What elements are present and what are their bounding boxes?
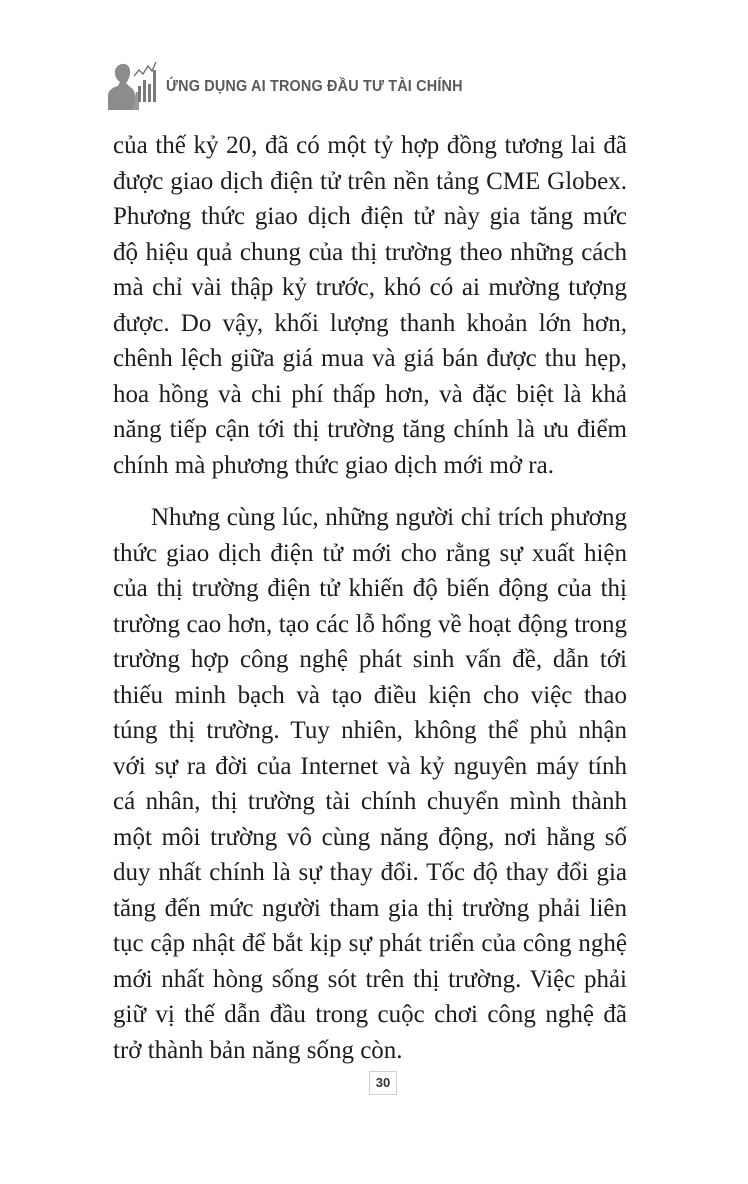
text-line: duy nhất chính là sự thay đổi. Tốc độ thay đổi gia [113,859,627,886]
text-line: được giao dịch điện tử trên nền tảng CME Globex. [113,167,627,195]
text-line: năng tiếp cận tới thị trường tăng chính là ưu điểm [113,416,627,443]
text-line: của thị trường điện tử khiến độ biến động của thị [113,575,627,602]
text-line: trở thành bản năng sống còn. [113,1036,403,1064]
text-line: tăng đến mức người tham gia thị trường phải liên [113,894,627,922]
text-line: chính mà phương thức giao dịch mới mở ra. [113,451,554,479]
text-line: một môi trường vô cùng năng động, nơi hằng số [113,823,627,851]
text-line: Nhưng cùng lúc, những người chỉ trích phương [151,504,627,531]
body-text [113,128,627,1068]
text-line: với sự ra đời của Internet và kỷ nguyên máy tính [113,752,627,780]
text-line: của thế kỷ 20, đã có một tỷ hợp đồng tương lai đã [113,132,627,159]
person-with-chart-icon [106,58,160,110]
text-line: trường hợp công nghệ phát sinh vấn đề, dẫn tới [113,646,627,673]
page-number: 30 [369,1071,397,1095]
paragraph-gap [113,483,627,500]
text-line: thức giao dịch điện tử mới cho rằng sự xuất hiện [113,539,627,567]
text-line: mà chỉ vài thập kỷ trước, khó có ai mường tượng [113,274,627,301]
text-line: mới nhất hòng sống sót trên thị trường. Việc phải [113,965,627,993]
text-line: túng thị trường. Tuy nhiên, không thể phủ nhận [113,717,627,744]
text-line: độ hiệu quả chung của thị trường theo những cách [113,238,627,266]
text-line: hoa hồng và chi phí thấp hơn, và đặc biệt là khả [113,380,627,408]
paragraph [113,128,627,483]
text-line: thiếu minh bạch và tạo điều kiện cho việc thao [113,681,627,709]
text-line: được. Do vậy, khối lượng thanh khoản lớn hơn, [113,309,627,337]
text-line: cá nhân, thị trường tài chính chuyển mình thành [113,788,627,815]
text-line: chênh lệch giữa giá mua và giá bán được thu hẹp, [113,345,627,372]
text-line: trường cao hơn, tạo các lỗ hổng về hoạt động trong [113,610,627,638]
book-title: ỨNG DỤNG AI TRONG ĐẦU TƯ TÀI CHÍNH [166,78,463,95]
paragraph [113,500,627,1068]
text-line: Phương thức giao dịch điện tử này gia tăng mức [113,203,627,230]
running-header [106,58,496,110]
text-line: giữ vị thế dẫn đầu trong cuộc chơi công nghệ đã [113,1001,627,1028]
text-line: tục cập nhật để bắt kịp sự phát triển của công nghệ [113,930,627,957]
